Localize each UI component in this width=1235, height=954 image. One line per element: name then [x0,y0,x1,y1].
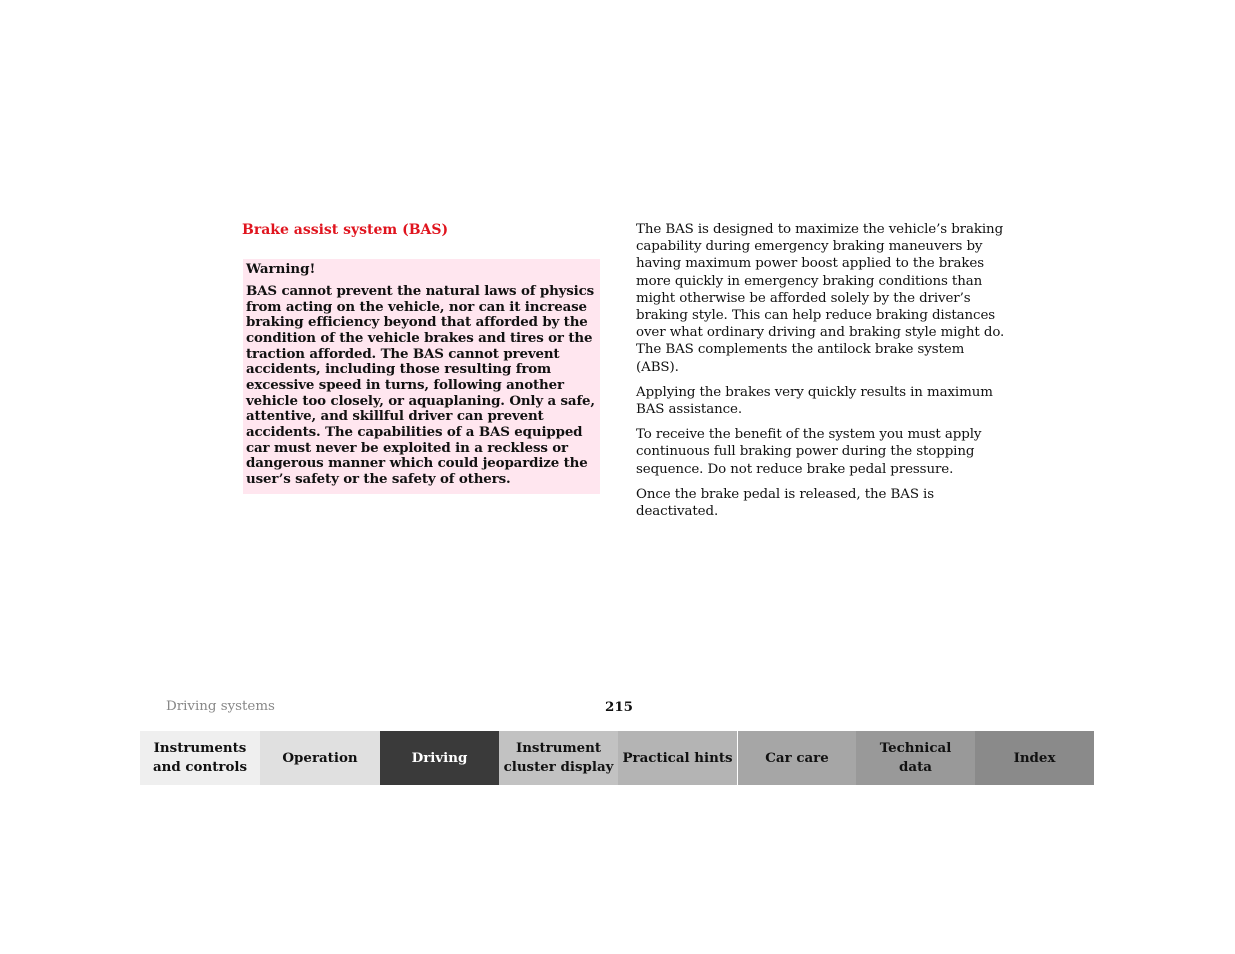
page-number: 215 [605,699,633,715]
body-paragraph-2: Applying the brakes very quickly results in maximum BAS assistance. [636,384,993,418]
nav-tab-practical-hints[interactable]: Practical hints [618,731,737,785]
body-paragraph-4: Once the brake pedal is released, the BAS is deactivated. [636,486,935,520]
nav-tab-technical-data[interactable]: Technical data [856,731,975,785]
nav-tab-car-care[interactable]: Car care [737,731,856,785]
footer-section-name: Driving systems [166,699,275,714]
warning-text: BAS cannot prevent the natural laws of physics from acting on the vehicle, nor can it increase braking efficiency beyond that afforded by the condition of the vehicle brakes and tires or the traction afforded. The BAS cannot prevent accidents, including those resulting from excessive speed in turns, following another vehicle too closely, or aquaplaning. Only a safe, attentive, and skillful driver can prevent accidents. The capabilities of a BAS equipped car must never be exploited in a reckless or dangerous manner which could jeopardize the user’s safety or the safety of others. [246,283,595,487]
nav-tab-index[interactable]: Index [975,731,1094,785]
body-paragraph-1: The BAS is designed to maximize the vehicle’s braking capability during emergency braking maneuvers by having maximum power boost applied to the brakes more quickly in emergency braking conditions than might otherwise be afforded solely by the driver’s braking style. This can help reduce braking distances over what ordinary driving and braking style might do. The BAS complements the antilock brake system (ABS). [636,222,1005,375]
chapter-nav-bar [140,731,1095,785]
warning-box [243,259,600,494]
nav-tab-operation[interactable]: Operation [260,731,380,785]
nav-tab-instruments-and-controls[interactable]: Instruments and controls [140,731,260,785]
warning-heading: Warning! [246,261,316,277]
section-title: Brake assist system (BAS) [242,222,449,238]
nav-tab-instrument-cluster-display[interactable]: Instrument cluster display [499,731,618,785]
body-paragraph-3: To receive the benefit of the system you must apply continuous full braking power during the stopping sequence. Do not reduce brake pedal pressure. [636,427,982,477]
body-text-column [636,221,1008,528]
nav-tab-driving[interactable]: Driving [380,731,499,785]
